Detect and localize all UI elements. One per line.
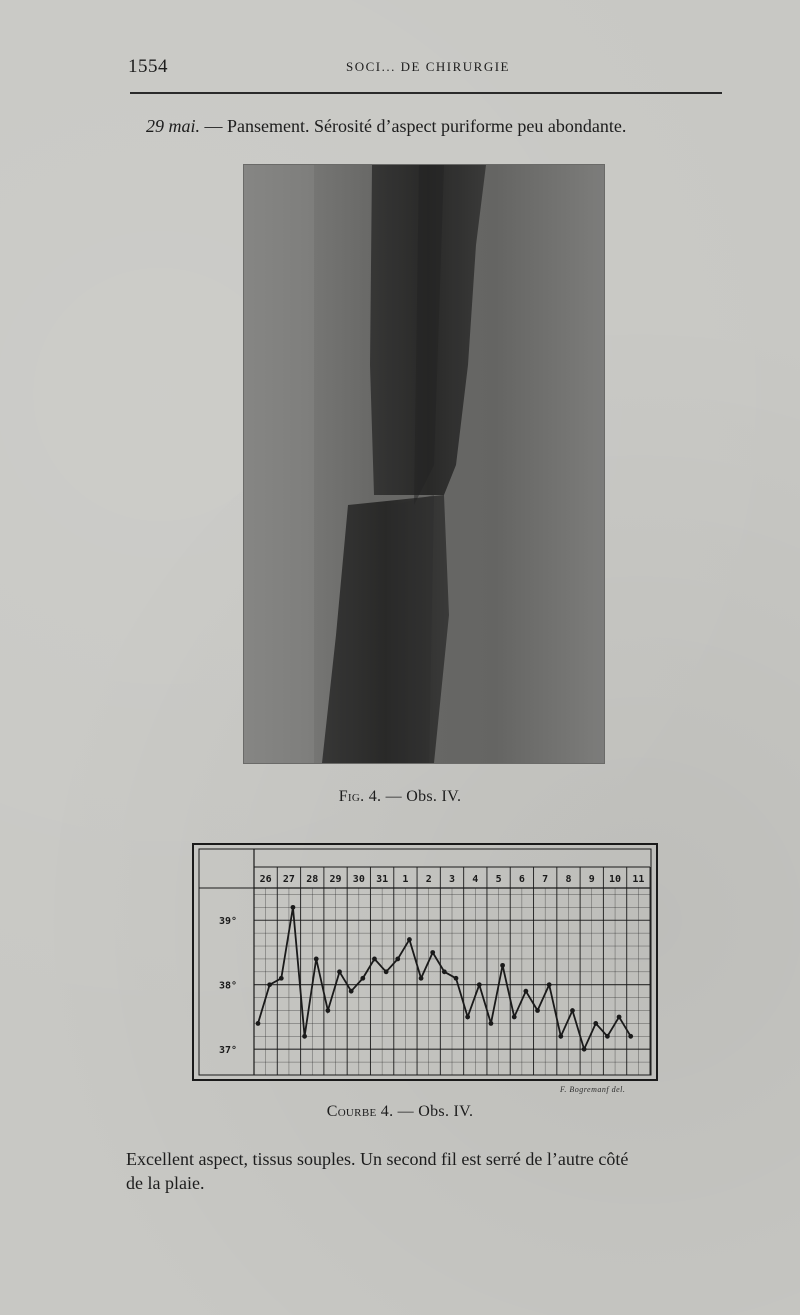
y-tick-label: 37°	[218, 1045, 238, 1057]
day-label: 2	[425, 874, 432, 885]
temperature-point	[407, 937, 412, 942]
temperature-point	[523, 989, 528, 994]
day-label: 6	[518, 874, 525, 885]
temperature-point	[419, 976, 424, 981]
day-label: 3	[448, 874, 456, 885]
temperature-point	[500, 963, 505, 968]
day-label: 30	[352, 874, 365, 885]
day-label: 7	[542, 874, 549, 885]
temperature-point	[605, 1034, 610, 1039]
day-label: 5	[495, 874, 502, 885]
day-label: 4	[472, 874, 479, 885]
temperature-point	[535, 1008, 540, 1013]
temperature-point	[454, 976, 459, 981]
day-label: 1	[402, 874, 409, 885]
entry-date: 29 mai.	[146, 116, 200, 136]
page-number: 1554	[128, 56, 168, 77]
radiograph-figure	[244, 165, 604, 763]
temperature-point	[558, 1034, 563, 1039]
day-label: 26	[259, 874, 272, 885]
temperature-point	[582, 1047, 587, 1052]
temperature-point	[314, 957, 319, 962]
y-tick-label: 38°	[218, 980, 238, 992]
temperature-point	[279, 976, 284, 981]
entry-text: — Pansement. Sérosité d’aspect puriforme peu abondante.	[200, 116, 627, 136]
header-rule	[130, 92, 722, 94]
running-head	[128, 56, 722, 80]
temperature-point	[442, 969, 447, 974]
temperature-point	[325, 1008, 330, 1013]
temperature-point	[628, 1034, 633, 1039]
temperature-point	[570, 1008, 575, 1013]
temperature-point	[372, 957, 377, 962]
temperature-point	[291, 905, 296, 910]
temperature-point	[617, 1015, 622, 1020]
temperature-point	[430, 950, 435, 955]
radiograph-image	[244, 165, 604, 763]
engraver-signature: F. Bogremanf del.	[560, 1085, 626, 1094]
temperature-chart	[192, 843, 658, 1081]
chart-caption-text: — Obs. IV.	[393, 1103, 474, 1120]
temperature-point	[337, 969, 342, 974]
paragraph-line-1: Excellent aspect, tissus souples. Un second fil est serré de l’autre côté	[126, 1149, 629, 1169]
temperature-point	[267, 982, 272, 987]
day-label: 8	[565, 874, 572, 885]
day-label: 29	[329, 874, 342, 885]
temperature-chart-svg	[192, 843, 658, 1081]
body-paragraph	[126, 1147, 726, 1195]
temperature-point	[349, 989, 354, 994]
temperature-curve	[258, 907, 631, 1049]
temperature-point	[465, 1015, 470, 1020]
day-label: 10	[609, 874, 622, 885]
figure-caption-text: — Obs. IV.	[381, 788, 462, 805]
temperature-point	[302, 1034, 307, 1039]
paragraph-line-2: de la plaie.	[126, 1173, 205, 1193]
figure-caption	[0, 788, 800, 806]
entry-29-mai	[146, 115, 626, 137]
chart-caption-label: Courbe 4.	[326, 1103, 394, 1120]
chart-caption	[0, 1103, 800, 1121]
temperature-point	[547, 982, 552, 987]
temperature-point	[512, 1015, 517, 1020]
temperature-point	[384, 969, 389, 974]
day-label: 9	[588, 874, 595, 885]
temperature-point	[489, 1021, 494, 1026]
running-title: SOCI... DE CHIRURGIE	[346, 59, 510, 74]
day-label: 28	[306, 874, 319, 885]
temperature-point	[256, 1021, 261, 1026]
temperature-point	[477, 982, 482, 987]
day-label: 27	[282, 874, 295, 885]
temperature-point	[360, 976, 365, 981]
temperature-point	[395, 957, 400, 962]
day-label: 11	[632, 874, 645, 885]
day-label: 31	[376, 874, 389, 885]
temperature-point	[593, 1021, 598, 1026]
figure-caption-label: Fig. 4.	[338, 788, 382, 805]
y-tick-label: 39°	[218, 916, 238, 928]
